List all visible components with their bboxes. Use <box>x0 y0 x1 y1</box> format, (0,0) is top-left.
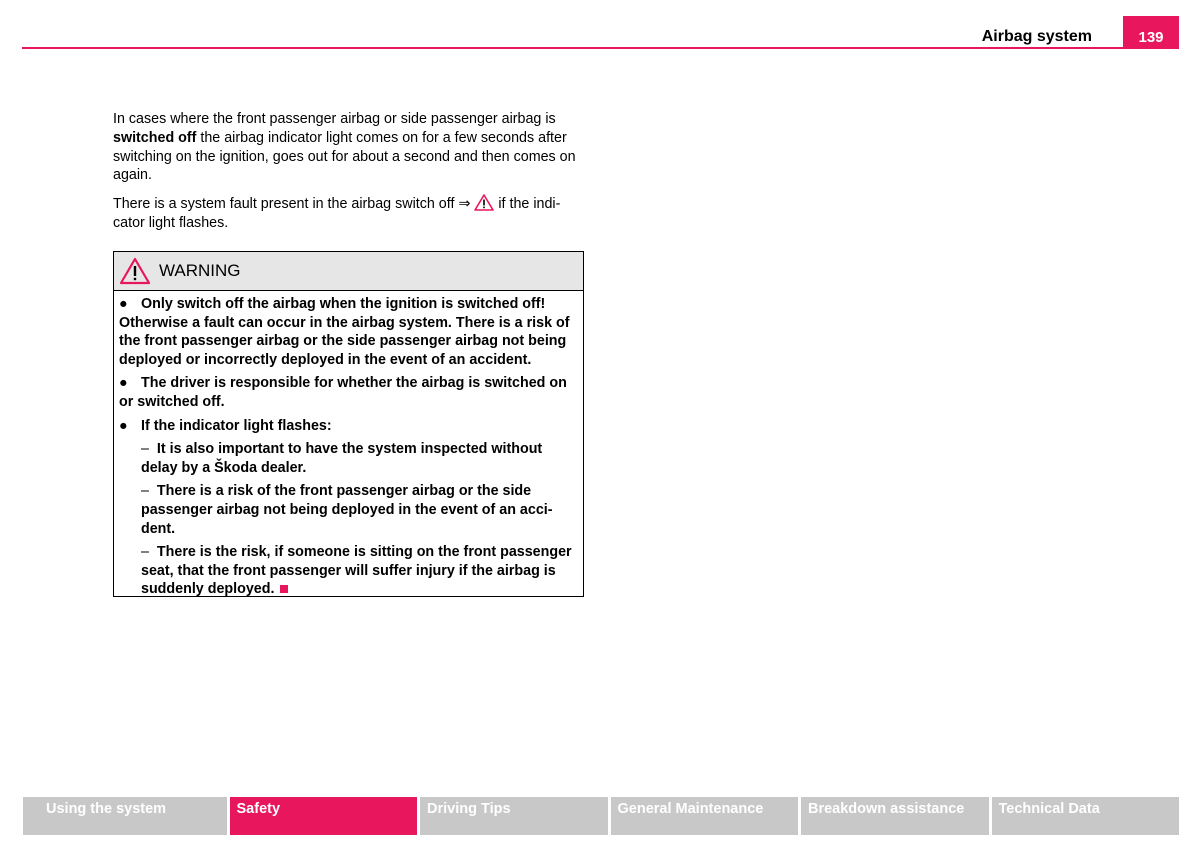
body-text <box>113 110 585 242</box>
para1-bold: switched off <box>113 129 197 146</box>
dash-icon: – <box>141 483 157 500</box>
warning-item-text: If the indicator light flashes: <box>141 417 332 434</box>
warning-subitem <box>141 482 578 538</box>
header-rule <box>22 47 1179 49</box>
warning-triangle-icon <box>119 257 151 285</box>
paragraph-1 <box>113 110 585 185</box>
bullet-icon: ● <box>119 375 128 392</box>
warning-subitem <box>141 440 578 477</box>
para1-suffix: the airbag indicator light comes on for a few seconds after switching on the ignition, goes out for about a second and then comes on again. <box>113 129 576 184</box>
warning-item <box>119 417 578 436</box>
warning-subitem-text: It is also important to have the system inspected without delay by a Škoda dealer. <box>141 441 543 476</box>
page-number: 139 <box>1123 16 1179 48</box>
footer-nav <box>22 797 1179 835</box>
tab-general-maintenance[interactable]: General Maintenance <box>610 797 799 835</box>
tab-safety[interactable]: Safety <box>229 797 418 835</box>
warning-triangle-icon <box>474 194 494 211</box>
warning-item <box>119 295 578 369</box>
tab-driving-tips[interactable]: Driving Tips <box>419 797 608 835</box>
dash-icon: – <box>141 544 157 561</box>
end-square-icon <box>280 585 288 593</box>
warning-subitem-text: There is the risk, if someone is sitting on the front passenger seat, that the front passenger will suffer injury if the airbag is suddenly deployed. <box>141 544 572 598</box>
warning-subitem <box>141 543 578 599</box>
section-title: Airbag system <box>981 28 1092 45</box>
tab-using-the-system[interactable]: Using the system <box>22 797 227 835</box>
warning-body <box>114 291 583 599</box>
warning-title: WARNING <box>159 261 241 280</box>
para2-suffix: if the indi-cator light flashes. <box>113 196 561 231</box>
tab-breakdown-assistance[interactable]: Breakdown assistance <box>800 797 989 835</box>
para1-prefix: In cases where the front passenger airbag or side passenger airbag is <box>113 111 556 127</box>
warning-subitem-text: There is a risk of the front passenger airbag or the side passenger airbag not being deployed in the event of an acci-dent. <box>141 483 553 537</box>
warning-box <box>113 251 584 597</box>
warning-header <box>114 252 583 291</box>
paragraph-2 <box>113 194 585 233</box>
warning-item-text: Only switch off the airbag when the ignition is switched off! Otherwise a fault can occur in the airbag system. There is a risk of the front passenger airbag or the side passenger airbag not being deployed or incorrectly deployed in the event of an accident. <box>119 296 570 368</box>
tab-technical-data[interactable]: Technical Data <box>991 797 1180 835</box>
bullet-icon: ● <box>119 417 128 434</box>
warning-item-text: The driver is responsible for whether the airbag is switched on or switched off. <box>119 375 567 410</box>
dash-icon: – <box>141 441 157 458</box>
para2-prefix: There is a system fault present in the airbag switch off ⇒ <box>113 196 475 213</box>
bullet-icon: ● <box>119 296 128 312</box>
warning-item <box>119 374 578 411</box>
